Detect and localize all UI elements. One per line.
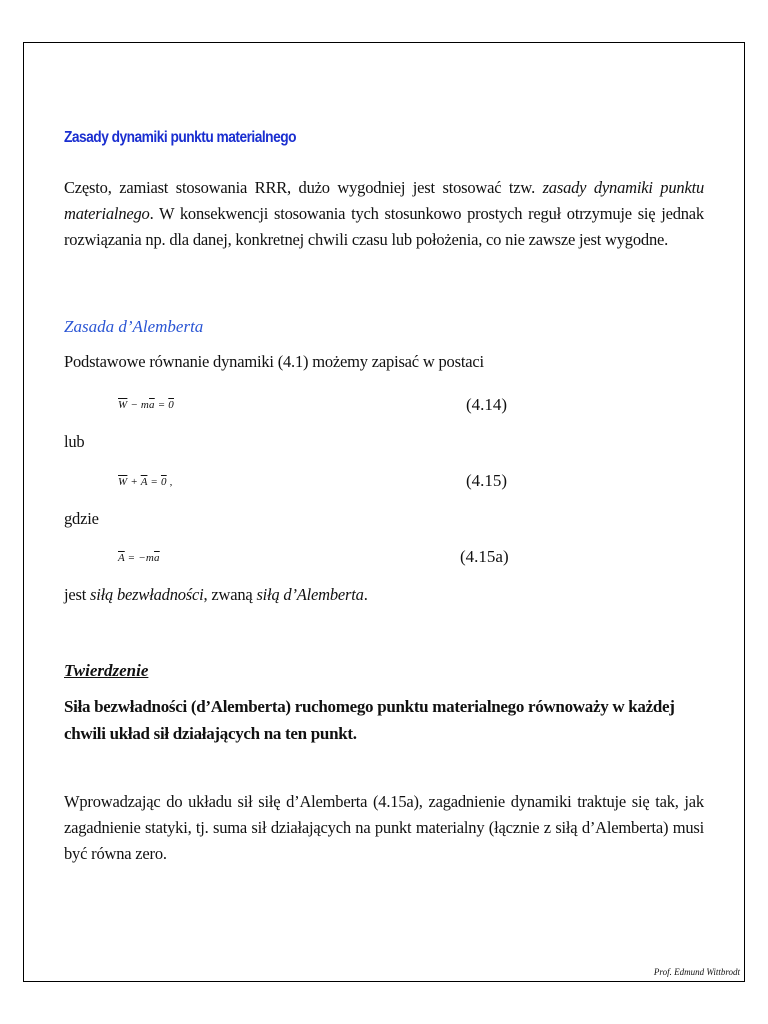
intro-text-1: Często, zamiast stosowania RRR, dużo wygodniej jest stosować tzw.: [64, 178, 543, 197]
equation-4-14: [118, 399, 174, 411]
equation-4-15: [118, 476, 173, 488]
intro-text-2: . W konsekwencji stosowania tych stosunkowo prostych reguł otrzymuje się jednak rozwiązania np. dla danej, konkretnej chwili czasu lub położenia, co nie zawsze jest wygodne.: [64, 204, 704, 249]
eq-op: − m: [127, 399, 150, 411]
equation-number-4-15a: (4.15a): [460, 547, 509, 566]
equation-number-4-14: (4.14): [466, 395, 508, 414]
eq-term: $\overline{A}$: [118, 552, 125, 564]
eq-op: +: [127, 476, 141, 488]
subsection-title: Zasada d’Alemberta: [64, 317, 204, 336]
definition-text-2: , zwaną: [203, 585, 257, 604]
eq-term: $\overline{W}$: [118, 476, 128, 488]
document-page: [23, 42, 745, 982]
eq-term: $\overline{a}$: [149, 399, 155, 411]
intro-paragraph: [64, 175, 704, 253]
theorem-text: Siła bezwładności (d’Alemberta) ruchomego punktu materialnego równoważy w każdej chwili układ sił działających na ten punkt.: [64, 697, 675, 743]
eq-tail: ,: [166, 476, 173, 488]
lead-line: Podstawowe równanie dynamiki (4.1) możemy zapisać w postaci: [64, 352, 484, 371]
eq-eq: =: [154, 399, 169, 411]
eq-rhs: 0: [168, 399, 174, 411]
closing-paragraph: Wprowadzając do układu sił siłę d’Alemberta (4.15a), zagadnienie dynamiki traktuje się tak, jak zagadnienie statyki, tj. suma sił działających na punkt materialny (łącznie z siłą d’Alemberta) musi być równa zero.: [64, 792, 704, 863]
definition-text-3: .: [363, 585, 368, 604]
footer-author: Prof. Edmund Wittbrodt: [653, 967, 740, 977]
equation-4-15a: [118, 552, 160, 564]
definition-italic-1: siłą bezwładności: [90, 585, 204, 604]
theorem-heading: Twierdzenie: [64, 661, 149, 680]
eq-term: $\overline{a}$: [154, 552, 160, 564]
definition-line: [64, 585, 368, 605]
eq-op: = −m: [124, 552, 155, 564]
eq-rhs: 0: [160, 476, 167, 488]
eq-term: $\overline{A}$: [140, 476, 148, 488]
eq-eq: =: [147, 476, 161, 488]
intro-italic-term: zasady dynamiki punktu materialnego: [64, 178, 705, 223]
definition-text-1: jest: [64, 585, 91, 604]
equation-number-4-15: (4.15): [466, 471, 508, 490]
connector-lub: lub: [64, 432, 85, 451]
connector-gdzie: gdzie: [64, 509, 99, 528]
eq-term: $\overline{W}$: [118, 399, 128, 411]
definition-italic-2: siłą d’Alemberta: [256, 585, 364, 604]
section-title: Zasady dynamiki punktu materialnego: [64, 129, 296, 146]
